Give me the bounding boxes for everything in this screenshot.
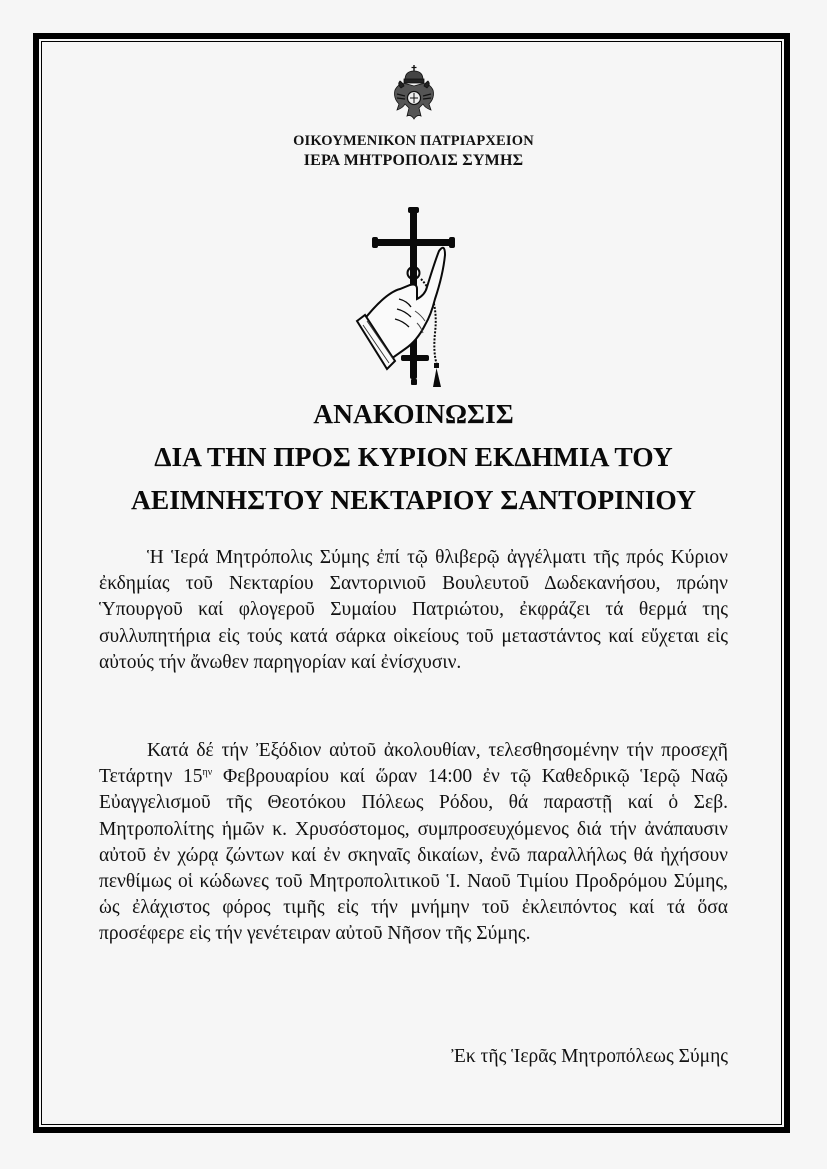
- paragraph-1-text: Ἡ Ἱερά Μητρόπολις Σύμης ἐπί τῷ θλιβερῷ ἀγγέλματι τῆς πρός Κύριον ἐκδημίας τοῦ Νεκταρίου Σαντορινιοῦ Βουλευτοῦ Δωδεκανήσου, πρώην Ὑπουργοῦ καί φλογεροῦ Συμαίου Πατριώτου, ἐκφράζει τά θερμά της συλλυπητήρια εἰς τούς κατά σάρκα οἰκείους τοῦ μεταστάντος καί εὔχεται εἰς αὐτούς τήν ἄνωθεν παρηγορίαν καί ἐνίσχυσιν.: [99, 547, 728, 673]
- body-paragraph-2: [99, 738, 728, 948]
- announcement-title: ΑΝΑΚΟΙΝΩΣΙΣ: [313, 398, 514, 429]
- ordinal-suffix: ην: [202, 767, 213, 779]
- paragraph-2-after: Φεβρουαρίου καί ὥραν 14:00 ἐν τῷ Καθεδρικῷ Ἱερῷ Ναῷ Εὐαγγελισμοῦ τῆς Θεοτόκου Πόλεως Ρόδου, θά παραστῇ καί ὁ Σεβ. Μητροπολίτης ἡμῶν κ. Χρυσόστομος, συμπροσευχόμενος διά τήν ἀνάπαυσιν αὐτοῦ ἐν χώρᾳ ζώντων καί ἐν σκηναῖς δικαίων, ἐνῶ παραλλήλως θά ἠχήσουν πενθίμως οἱ κώδωνες τοῦ Μητροπολιτικοῦ Ἱ. Ναοῦ Τιμίου Προδρόμου Σύμης, ὡς ἐλάχιστος φόρος τιμῆς εἰς τήν μνήμην τοῦ ἐκλειπόντος καί τά ὅσα προσέφερε εἰς τήν γενέτειραν αὐτοῦ Νῆσον τῆς Σύμης.: [99, 766, 728, 945]
- header-metropolis: ΙΕΡΑ ΜΗΤΡΟΠΟΛΙΣ ΣΥΜΗΣ: [303, 152, 524, 169]
- double-headed-eagle-emblem-icon: [391, 64, 437, 124]
- signature: Ἐκ τῆς Ἱερᾶς Μητροπόλεως Σύμης: [451, 1046, 728, 1067]
- hand-holding-cross-icon: [355, 203, 475, 389]
- body-paragraph-1: [99, 545, 728, 676]
- header-patriarchate: ΟΙΚΟΥΜΕΝΙΚΟΝ ΠΑΤΡΙΑΡΧΕΙΟΝ: [293, 133, 534, 149]
- announcement-subtitle-line2: ΑΕΙΜΝΗΣΤΟΥ ΝΕΚΤΑΡΙΟΥ ΣΑΝΤΟΡΙΝΙΟΥ: [131, 484, 696, 515]
- paragraph-2-text: [99, 738, 728, 948]
- announcement-subtitle-line1: ΔΙΑ ΤΗΝ ΠΡΟΣ ΚΥΡΙΟΝ ΕΚΔΗΜΙΑ ΤΟΥ: [154, 441, 673, 472]
- paragraph-2-before: Κατά δέ τήν Ἐξόδιον αὐτοῦ ἀκολουθίαν, τελεσθησομένην τήν προσεχῆ Τετάρτην 15: [99, 740, 728, 788]
